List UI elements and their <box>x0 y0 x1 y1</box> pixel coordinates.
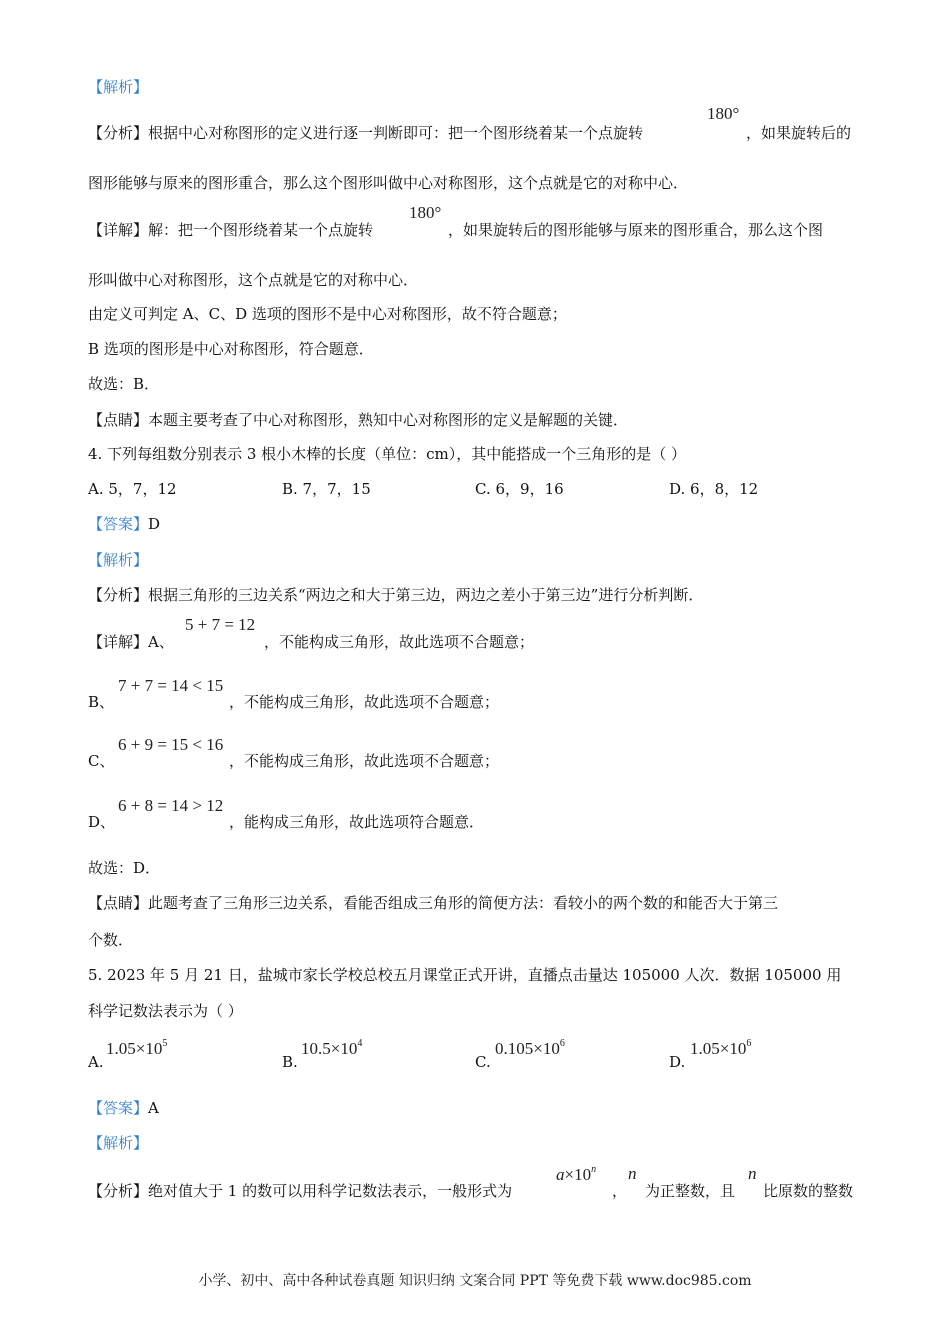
q4-option-c: C. 6，9，16 <box>475 480 564 498</box>
q4-option-d: D. 6，8，12 <box>669 480 759 498</box>
q5-mid: 为正整数，且 <box>645 1182 736 1200</box>
q4-b-text: ，不能构成三角形，故此选项不合题意； <box>229 693 500 711</box>
q3-dianjing-text: 本题主要考查了中心对称图形，熟知中心对称图形的定义是解题的关键． <box>148 411 629 429</box>
q3-fenxi-line2: 图形能够与原来的图形重合，那么这个图形叫做中心对称图形，这个点就是它的对称中心． <box>88 174 689 192</box>
q3-line4: B 选项的图形是中心对称图形，符合题意． <box>88 340 374 358</box>
q3-fenxi <box>88 123 643 143</box>
q4-c-math: 6 + 9 = 15 < 16 <box>118 735 224 754</box>
q3-fenxi-angle: 180° <box>707 104 740 123</box>
q3-xiangjie-tail: ，如果旋转后的图形能够与原来的图形重合，那么这个图 <box>448 221 824 239</box>
q4-dianjing <box>88 893 778 913</box>
q3-fenxi-tag: 【分析】 <box>88 124 149 142</box>
q4-option-a: A. 5，7，12 <box>88 480 177 498</box>
q3-dianjing <box>88 410 628 430</box>
q4-d-text: ，能构成三角形，故此选项符合题意． <box>229 813 485 831</box>
q4-c-label: C、 <box>88 752 115 770</box>
q3-xiangjie <box>88 220 373 240</box>
q4-dianjing-tag: 【点睛】 <box>88 894 149 912</box>
q4-a-math: 5 + 7 = 12 <box>185 615 256 634</box>
q4-c-text: ，不能构成三角形，故此选项不合题意； <box>229 752 500 770</box>
q3-line5: 故选：B． <box>88 375 160 393</box>
q4-dianjing-line2: 个数． <box>88 931 134 949</box>
q4-a-label: A、 <box>148 633 174 651</box>
q5-tail: 比原数的整数 <box>763 1182 854 1200</box>
q4-option-b: B. 7，7，15 <box>282 480 371 498</box>
q4-answer-tag: 【答案】 <box>88 515 149 533</box>
q5-fenxi-text: 绝对值大于 1 的数可以用科学记数法表示，一般形式为 <box>148 1182 513 1200</box>
q5-form-math: $a\times 10^n$ <box>556 1164 597 1184</box>
q3-xiangjie-line2: 形叫做中心对称图形，这个点就是它的对称中心． <box>88 271 419 289</box>
q4-b-math: 7 + 7 = 14 < 15 <box>118 676 224 695</box>
q5-jiexi-tag: 【解析】 <box>88 1134 149 1152</box>
q5-option-c-math: $0.105\times 10^6$ <box>495 1038 565 1058</box>
q4-d-math: 6 + 8 = 14 > 12 <box>118 796 224 815</box>
q4-stem: 4. 下列每组数分别表示 3 根小木棒的长度（单位：cm），其中能搭成一个三角形的是（ ） <box>88 445 687 463</box>
q4-a-text: ，不能构成三角形，故此选项不合题意； <box>264 633 535 651</box>
q4-d-label: D、 <box>88 813 116 831</box>
q5-answer-value: A <box>148 1099 159 1117</box>
q4-fenxi-text: 根据三角形的三边关系“两边之和大于第三边，两边之差小于第三边”进行分析判断． <box>148 586 704 604</box>
q5-n1: n <box>628 1164 637 1183</box>
q4-answer-value: D <box>148 515 161 533</box>
q4-fenxi-tag: 【分析】 <box>88 586 149 604</box>
q5-option-a-math: $1.05\times 10^5$ <box>106 1038 168 1058</box>
q4-xiangjie-tag: 【详解】 <box>88 633 149 651</box>
q4-b-label: B、 <box>88 693 115 711</box>
q3-fenxi-text: 根据中心对称图形的定义进行逐一判断即可：把一个图形绕着某一个点旋转 <box>148 124 644 142</box>
q4-fenxi <box>88 585 703 605</box>
q5-option-b-math: $10.5\times 10^4$ <box>301 1038 363 1058</box>
q4-guxuan: 故选：D． <box>88 859 161 877</box>
q3-xiangjie-angle: 180° <box>409 203 442 222</box>
q5-option-d-math: $1.05\times 10^6$ <box>690 1038 752 1058</box>
q5-option-d-label: D. <box>669 1053 686 1071</box>
q5-option-c-label: C. <box>475 1053 491 1071</box>
q4-jiexi-tag: 【解析】 <box>88 551 149 569</box>
q5-comma: ， <box>612 1182 628 1200</box>
q3-fenxi-tail: ，如果旋转后的 <box>746 124 852 142</box>
q4-dianjing-text: 此题考查了三角形三边关系，看能否组成三角形的简便方法：看较小的两个数的和能否大于第三 <box>148 894 779 912</box>
q5-fenxi <box>88 1181 512 1201</box>
q5-option-a-label: A. <box>88 1053 104 1071</box>
q5-option-b-label: B. <box>282 1053 298 1071</box>
q3-dianjing-tag: 【点睛】 <box>88 411 149 429</box>
q4-answer <box>88 514 160 534</box>
page-footer: 小学、初中、高中各种试卷真题 知识归纳 文案合同 PPT 等免费下载 www.doc985.com <box>198 1273 752 1289</box>
q3-xiangjie-text: 解：把一个图形绕着某一个点旋转 <box>148 221 374 239</box>
q5-stem: 5. 2023 年 5 月 21 日，盐城市家长学校总校五月课堂正式开讲，直播点击量达 105000 人次．数据 105000 用 <box>88 966 842 984</box>
q4-xiangjie-a <box>88 632 174 652</box>
q3-xiangjie-tag: 【详解】 <box>88 221 149 239</box>
q3-jiexi-tag: 【解析】 <box>88 78 149 96</box>
q5-n2: n <box>748 1164 757 1183</box>
q5-fenxi-tag: 【分析】 <box>88 1182 149 1200</box>
q5-answer-tag: 【答案】 <box>88 1099 149 1117</box>
q5-answer <box>88 1098 159 1118</box>
q3-line3: 由定义可判定 A、C、D 选项的图形不是中心对称图形，故不符合题意； <box>88 305 567 323</box>
q5-stem2: 科学记数法表示为（ ） <box>88 1002 243 1020</box>
